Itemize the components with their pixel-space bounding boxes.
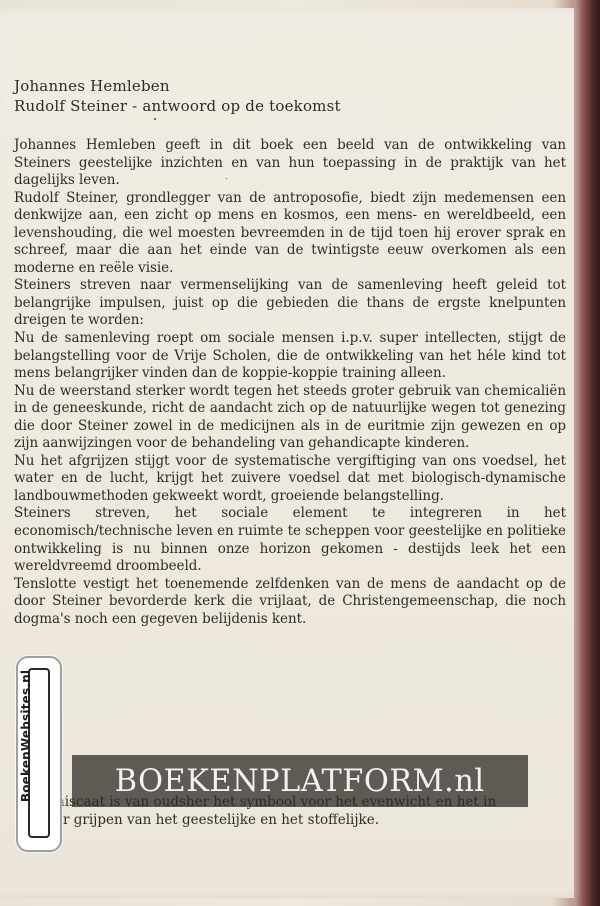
book-title: Rudolf Steiner - antwoord op de toekomst (14, 97, 341, 115)
paragraph-1: Johannes Hemleben geeft in dit boek een beeld van de ontwikkeling van Steiners geestelijke inzichten en van hun toepassing in de praktijk van het dagelijks leven. (14, 137, 566, 189)
author-name: Johannes Hemleben (14, 77, 170, 95)
sticker-text: BoekenWebsites.nl (19, 669, 33, 803)
book-binding-edge (574, 0, 600, 906)
website-sticker (16, 656, 62, 852)
paragraph-4: Nu de samenleving roept om sociale mensen i.p.v. super intellecten, stijgt de belangstelling voor de Vrije Scholen, die de ontwikkeling van het héle kind tot mens belangrijker vinden dan de koppie-koppie training alleen. (14, 330, 566, 382)
paragraph-2: Rudolf Steiner, grondlegger van de antroposofie, biedt zijn medemensen een denkwijze aan, een zicht op mens en kosmos, een mens- en wereldbeeld, een levenshouding, die wel moesten bevreemden in de tijd toen hij erover sprak en schreef, maar die aan het einde van de twintigste eeuw overkomen als een moderne en reële visie. (14, 189, 566, 276)
book-description (14, 137, 566, 628)
paragraph-7: Steiners streven, het sociale element te integreren in het economisch/technische leven en ruimte te scheppen voor geestelijke en politieke ontwikkeling is nu binnen onze horizon gekomen - destijds leek het een wereldvreemd droombeeld. (14, 505, 566, 575)
paragraph-3: Steiners streven naar vermenselijking van de samenleving heeft geleid tot belangrijke impulsen, juist op die gebieden die thans de ergste knelpunten dreigen te worden: (14, 277, 566, 329)
small-mark-icon (154, 118, 156, 120)
watermark-text: BOEKENPLATFORM.nl (115, 763, 485, 799)
book-header (14, 76, 341, 116)
bottom-line-2: r grijpen van het geestelijke en het stoffelijke. (63, 811, 379, 828)
paper-speck-icon (226, 178, 227, 179)
paragraph-5: Nu de weerstand sterker wordt tegen het steeds groter gebruik van chemicaliën in de geneeskunde, richt de aandacht zich op de natuurlijke wegen tot genezing die door Steiner zowel in de medicijnen als in de euritmie zijn gewezen en op zijn aanwijzingen voor de behandeling van gehandicapte kinderen. (14, 382, 566, 452)
paragraph-8: Tenslotte vestigt het toenemende zelfdenken van de mens de aandacht op de door Steiner bevorderde kerk die vrijlaat, de Christengemeenschap, die noch dogma's noch een gegeven belijdenis kent. (14, 575, 566, 627)
watermark-banner (72, 755, 528, 807)
paragraph-6: Nu het afgrijzen stijgt voor de systematische vergiftiging van ons voedsel, het water en de lucht, krijgt het zuivere voedsel dat met biologisch-dynamische landbouwmethoden gekweekt wordt, groeiende belangstelling. (14, 452, 566, 504)
